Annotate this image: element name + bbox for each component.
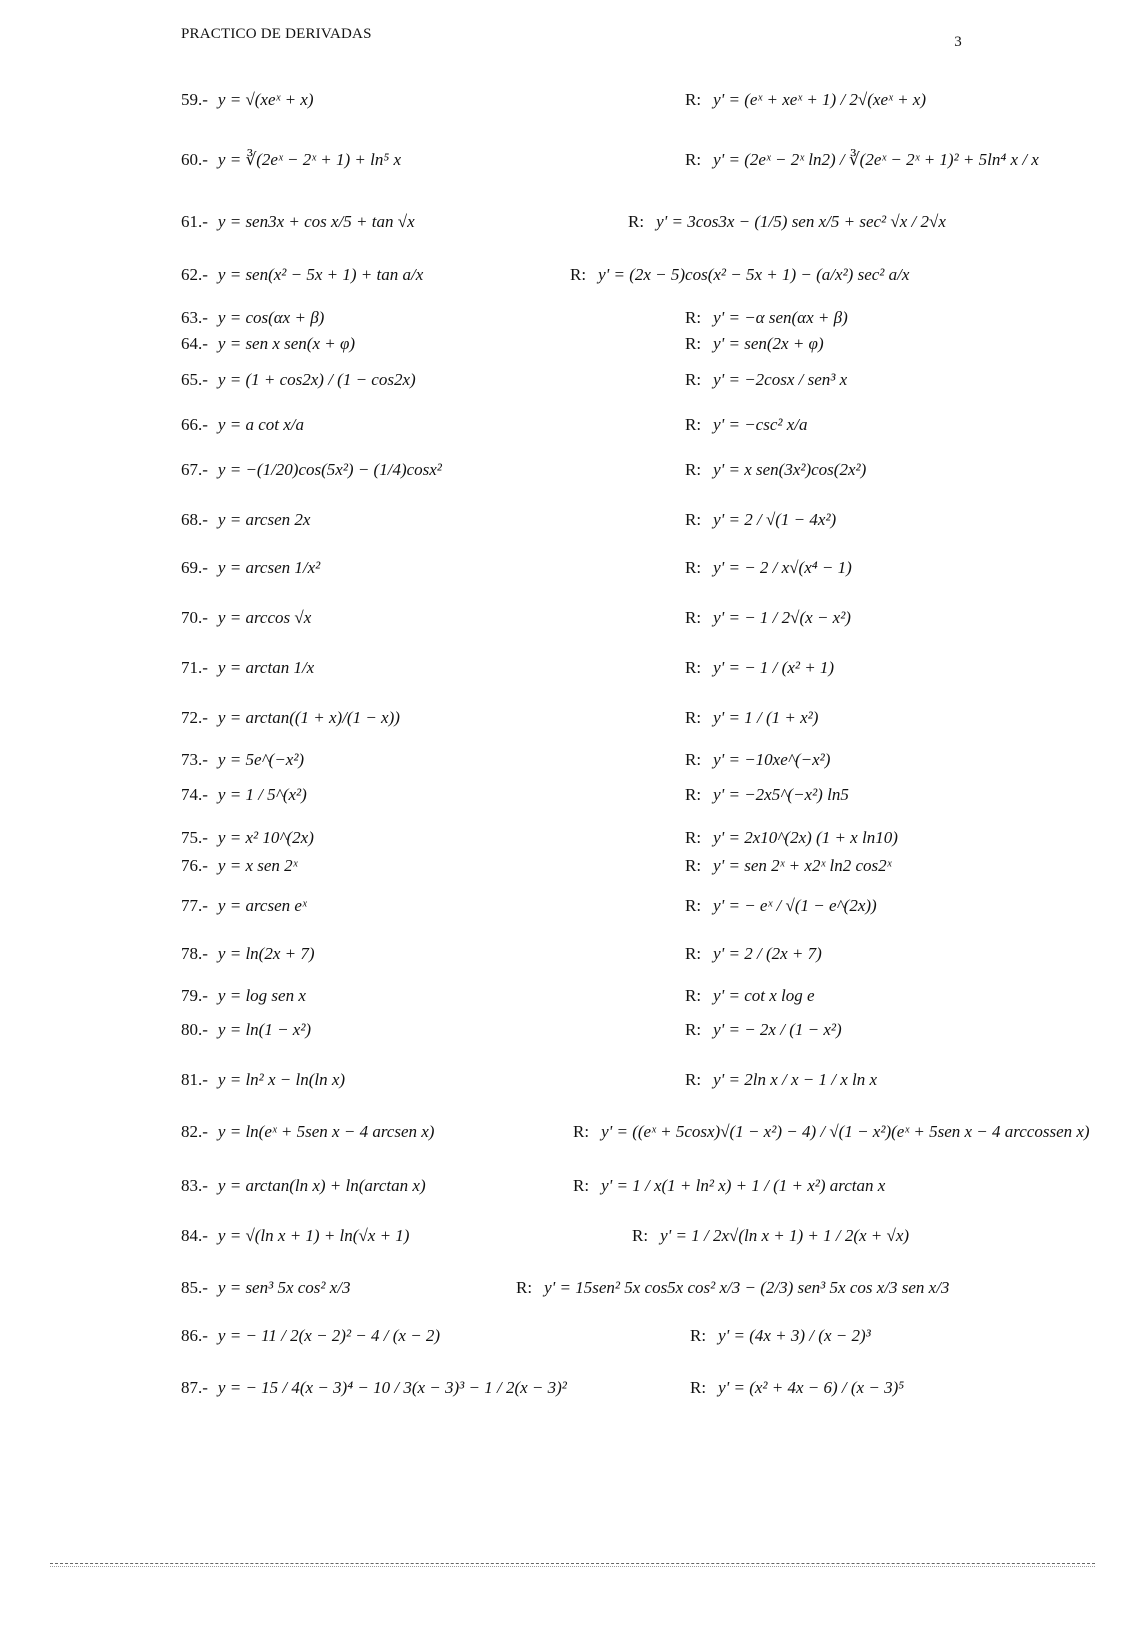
problem-number: 63.-	[181, 308, 208, 327]
answer-derivative: y' = ((eˣ + 5cosx)√(1 − x²) − 4) / √(1 − x²)(eˣ + 5sen x − 4 arccossen x)	[601, 1122, 1090, 1141]
problem-function: y = ln(eˣ + 5sen x − 4 arcsen x)	[217, 1122, 435, 1141]
answer-derivative: y' = 15sen² 5x cos5x cos² x/3 − (2/3) sen³ 5x cos x/3 sen x/3	[544, 1278, 950, 1297]
answer-derivative: y' = −2cosx / sen³ x	[713, 370, 848, 389]
answer-prefix: R:	[573, 1122, 590, 1141]
problem-number: 85.-	[181, 1278, 208, 1297]
problem-number: 84.-	[181, 1226, 208, 1245]
problem-function: y = (1 + cos2x) / (1 − cos2x)	[217, 370, 416, 389]
problem-function: y = arctan 1/x	[217, 658, 315, 677]
problem-number: 83.-	[181, 1176, 208, 1195]
problem-function: y = − 11 / 2(x − 2)² − 4 / (x − 2)	[217, 1326, 441, 1345]
problem-79	[181, 986, 306, 1006]
answer-prefix: R:	[690, 1378, 707, 1397]
answer-prefix: R:	[632, 1226, 649, 1245]
answer-62	[570, 265, 909, 285]
answer-74	[685, 785, 849, 805]
problem-72	[181, 708, 400, 728]
answer-derivative: y' = 1 / x(1 + ln² x) + 1 / (1 + x²) arctan x	[601, 1176, 886, 1195]
answer-prefix: R:	[516, 1278, 533, 1297]
answer-69	[685, 558, 852, 578]
problem-number: 70.-	[181, 608, 208, 627]
answer-derivative: y' = sen 2ˣ + x2ˣ ln2 cos2ˣ	[713, 856, 892, 875]
problem-function: y = arcsen 1/x²	[217, 558, 321, 577]
answer-66	[685, 415, 808, 435]
problem-number: 71.-	[181, 658, 208, 677]
answer-61	[628, 212, 946, 232]
answer-prefix: R:	[685, 510, 702, 529]
problem-number: 75.-	[181, 828, 208, 847]
problem-number: 64.-	[181, 334, 208, 353]
answer-82	[573, 1122, 1090, 1142]
problem-function: y = √(xeˣ + x)	[217, 90, 314, 109]
answer-72	[685, 708, 818, 728]
problem-number: 82.-	[181, 1122, 208, 1141]
problem-number: 78.-	[181, 944, 208, 963]
answer-prefix: R:	[685, 750, 702, 769]
answer-80	[685, 1020, 842, 1040]
problem-function: y = −(1/20)cos(5x²) − (1/4)cosx²	[217, 460, 442, 479]
problem-number: 79.-	[181, 986, 208, 1005]
answer-70	[685, 608, 851, 628]
answer-derivative: y' = 1 / (1 + x²)	[713, 708, 819, 727]
answer-73	[685, 750, 830, 770]
answer-prefix: R:	[685, 150, 702, 169]
answer-derivative: y' = − 1 / 2√(x − x²)	[713, 608, 851, 627]
problem-function: y = arcsen 2x	[217, 510, 311, 529]
problem-function: y = 5e^(−x²)	[217, 750, 305, 769]
answer-prefix: R:	[685, 415, 702, 434]
problem-function: y = arcsen eˣ	[217, 896, 307, 915]
problem-function: y = ln² x − ln(ln x)	[217, 1070, 346, 1089]
answer-87	[690, 1378, 904, 1398]
answer-prefix: R:	[685, 90, 702, 109]
answer-derivative: y' = 2 / √(1 − 4x²)	[713, 510, 837, 529]
problem-59	[181, 90, 314, 110]
problem-function: y = ln(1 − x²)	[217, 1020, 312, 1039]
answer-67	[685, 460, 866, 480]
answer-prefix: R:	[573, 1176, 590, 1195]
problem-number: 76.-	[181, 856, 208, 875]
answer-prefix: R:	[685, 558, 702, 577]
answer-derivative: y' = (2eˣ − 2ˣ ln2) / ∛(2eˣ − 2ˣ + 1)² + 5ln⁴ x / x	[713, 150, 1039, 169]
problem-number: 73.-	[181, 750, 208, 769]
problem-number: 86.-	[181, 1326, 208, 1345]
answer-derivative: y' = (eˣ + xeˣ + 1) / 2√(xeˣ + x)	[713, 90, 926, 109]
answer-derivative: y' = (x² + 4x − 6) / (x − 3)⁵	[718, 1378, 905, 1397]
problem-number: 62.-	[181, 265, 208, 284]
answer-derivative: y' = − 1 / (x² + 1)	[713, 658, 835, 677]
answer-derivative: y' = − eˣ / √(1 − e^(2x))	[713, 896, 877, 915]
problem-function: y = arctan(ln x) + ln(arctan x)	[217, 1176, 426, 1195]
problem-function: y = sen x sen(x + φ)	[217, 334, 356, 353]
problem-70	[181, 608, 311, 628]
problem-number: 66.-	[181, 415, 208, 434]
problem-function: y = arccos √x	[217, 608, 312, 627]
answer-prefix: R:	[685, 308, 702, 327]
answer-derivative: y' = −2x5^(−x²) ln5	[713, 785, 849, 804]
problem-62	[181, 265, 423, 285]
answer-derivative: y' = 3cos3x − (1/5) sen x/5 + sec² √x / 2√x	[656, 212, 946, 231]
answer-prefix: R:	[685, 460, 702, 479]
problem-function: y = ln(2x + 7)	[217, 944, 315, 963]
answer-76	[685, 856, 891, 876]
answer-prefix: R:	[570, 265, 587, 284]
answer-83	[573, 1176, 885, 1196]
problem-86	[181, 1326, 440, 1346]
answer-59	[685, 90, 926, 110]
answer-84	[632, 1226, 909, 1246]
problem-84	[181, 1226, 409, 1246]
answer-derivative: y' = − 2 / x√(x⁴ − 1)	[713, 558, 852, 577]
problem-76	[181, 856, 297, 876]
answer-derivative: y' = 2x10^(2x) (1 + x ln10)	[713, 828, 898, 847]
problem-function: y = sen3x + cos x/5 + tan √x	[217, 212, 415, 231]
problem-60	[181, 150, 401, 170]
footer-divider	[50, 1563, 1095, 1564]
problem-function: y = x² 10^(2x)	[217, 828, 314, 847]
problem-77	[181, 896, 307, 916]
problem-83	[181, 1176, 426, 1196]
answer-derivative: y' = 2 / (2x + 7)	[713, 944, 822, 963]
answer-63	[685, 308, 848, 328]
problem-function: y = √(ln x + 1) + ln(√x + 1)	[217, 1226, 410, 1245]
page-number: 3	[954, 34, 962, 50]
answer-64	[685, 334, 824, 354]
problem-function: y = x sen 2ˣ	[217, 856, 298, 875]
page-header-title: PRACTICO DE DERIVADAS	[181, 26, 372, 42]
problem-number: 81.-	[181, 1070, 208, 1089]
answer-derivative: y' = sen(2x + φ)	[713, 334, 824, 353]
answer-derivative: y' = (4x + 3) / (x − 2)³	[718, 1326, 871, 1345]
answer-derivative: y' = 2ln x / x − 1 / x ln x	[713, 1070, 878, 1089]
problem-function: y = ∛(2eˣ − 2ˣ + 1) + ln⁵ x	[217, 150, 402, 169]
problem-69	[181, 558, 320, 578]
answer-60	[685, 150, 1039, 170]
answer-prefix: R:	[685, 1020, 702, 1039]
problem-number: 59.-	[181, 90, 208, 109]
problem-66	[181, 415, 304, 435]
answer-prefix: R:	[685, 608, 702, 627]
problem-65	[181, 370, 416, 390]
answer-prefix: R:	[628, 212, 645, 231]
answer-prefix: R:	[685, 658, 702, 677]
answer-prefix: R:	[685, 828, 702, 847]
answer-prefix: R:	[685, 856, 702, 875]
answer-prefix: R:	[685, 896, 702, 915]
answer-prefix: R:	[685, 708, 702, 727]
problem-function: y = 1 / 5^(x²)	[217, 785, 307, 804]
answer-derivative: y' = −10xe^(−x²)	[713, 750, 831, 769]
problem-87	[181, 1378, 567, 1398]
answer-75	[685, 828, 898, 848]
answer-derivative: y' = cot x log e	[713, 986, 815, 1005]
footer-divider-secondary	[50, 1566, 1095, 1567]
problem-71	[181, 658, 314, 678]
answer-86	[690, 1326, 871, 1346]
problem-64	[181, 334, 355, 354]
problem-81	[181, 1070, 345, 1090]
answer-prefix: R:	[685, 1070, 702, 1089]
problem-number: 80.-	[181, 1020, 208, 1039]
problem-74	[181, 785, 307, 805]
answer-71	[685, 658, 834, 678]
answer-85	[516, 1278, 949, 1298]
problem-function: y = − 15 / 4(x − 3)⁴ − 10 / 3(x − 3)³ − 1 / 2(x − 3)²	[217, 1378, 567, 1397]
problem-function: y = cos(αx + β)	[217, 308, 325, 327]
problem-68	[181, 510, 310, 530]
answer-77	[685, 896, 877, 916]
answer-prefix: R:	[685, 334, 702, 353]
problem-function: y = a cot x/a	[217, 415, 304, 434]
answer-prefix: R:	[685, 370, 702, 389]
answer-derivative: y' = x sen(3x²)cos(2x²)	[713, 460, 867, 479]
answer-prefix: R:	[685, 785, 702, 804]
problem-number: 68.-	[181, 510, 208, 529]
answer-derivative: y' = −α sen(αx + β)	[713, 308, 848, 327]
problem-75	[181, 828, 314, 848]
problem-number: 74.-	[181, 785, 208, 804]
answer-81	[685, 1070, 877, 1090]
problem-function: y = sen(x² − 5x + 1) + tan a/x	[217, 265, 424, 284]
problem-number: 67.-	[181, 460, 208, 479]
problem-82	[181, 1122, 434, 1142]
problem-number: 72.-	[181, 708, 208, 727]
problem-number: 61.-	[181, 212, 208, 231]
problem-function: y = arctan((1 + x)/(1 − x))	[217, 708, 400, 727]
answer-65	[685, 370, 847, 390]
answer-prefix: R:	[690, 1326, 707, 1345]
problem-number: 87.-	[181, 1378, 208, 1397]
answer-derivative: y' = − 2x / (1 − x²)	[713, 1020, 842, 1039]
answer-79	[685, 986, 815, 1006]
problem-number: 77.-	[181, 896, 208, 915]
problem-number: 65.-	[181, 370, 208, 389]
answer-derivative: y' = 1 / 2x√(ln x + 1) + 1 / 2(x + √x)	[660, 1226, 910, 1245]
answer-prefix: R:	[685, 986, 702, 1005]
answer-derivative: y' = (2x − 5)cos(x² − 5x + 1) − (a/x²) sec² a/x	[598, 265, 910, 284]
answer-78	[685, 944, 822, 964]
problem-78	[181, 944, 315, 964]
problem-85	[181, 1278, 351, 1298]
problem-80	[181, 1020, 311, 1040]
problem-number: 60.-	[181, 150, 208, 169]
problem-function: y = sen³ 5x cos² x/3	[217, 1278, 351, 1297]
problem-function: y = log sen x	[217, 986, 306, 1005]
problem-67	[181, 460, 442, 480]
answer-prefix: R:	[685, 944, 702, 963]
answer-derivative: y' = −csc² x/a	[713, 415, 808, 434]
problem-73	[181, 750, 304, 770]
problem-63	[181, 308, 324, 328]
problem-61	[181, 212, 415, 232]
answer-68	[685, 510, 836, 530]
problem-number: 69.-	[181, 558, 208, 577]
